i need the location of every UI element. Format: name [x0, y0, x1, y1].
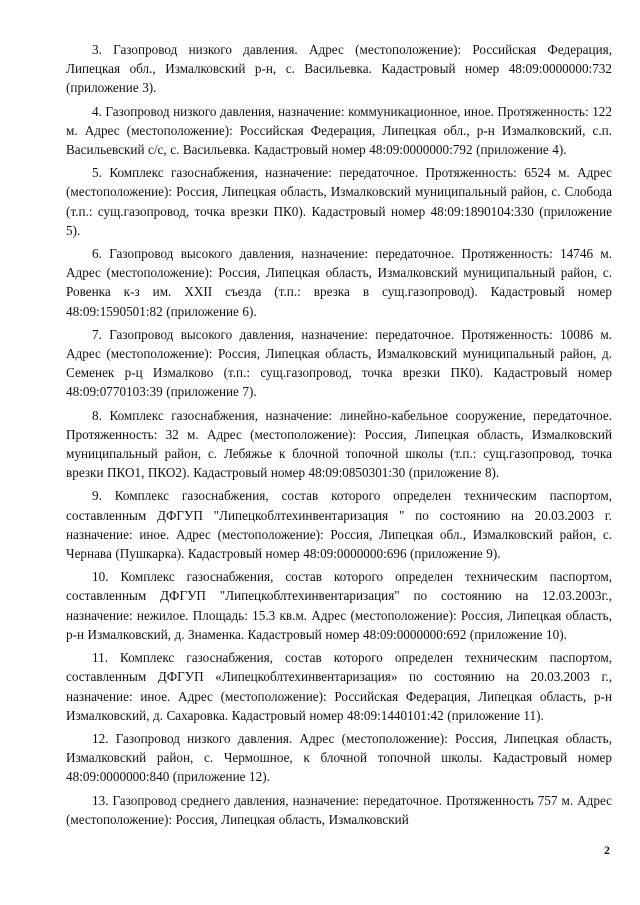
list-item-11: 11. Комплекс газоснабжения, состав которого определен техническим паспортом, составленным ДФГУП «Липецкоблтехинвентаризация» по состоянию на 20.03.2003 г., назначение: иное. Адрес (местоположение): Российская Федерация, Липецкая область, р-н Измалковский, д. Сахаровка. Кадастровый номер 48:09:1440101:42 (приложение 11). [66, 650, 612, 723]
list-item-4: 4. Газопровод низкого давления, назначение: коммуникационное, иное. Протяженность: 122 м. Адрес (местоположение): Российская Федерация, Липецкая обл., р-н Измалковский, с.п. Васильевский с/с, с. Васильевка. Кадастровый номер 48:09:0000000:792 (приложение 4). [66, 103, 612, 158]
list-item-10: 10. Комплекс газоснабжения, состав которого определен техническим паспортом, составленным ДФГУП "Липецкоблтехинвентаризация" по состоянию на 12.03.2003г., назначение: нежилое. Площадь: 15.3 кв.м. Адрес (местоположение): Россия, Липецкая область, р-н Измалковский, д. Знаменка. Кадастровый номер 48:09:0000000:692 (приложение 10). [66, 569, 612, 642]
list-item-9: 9. Комплекс газоснабжения, состав которого определен техническим паспортом, составленным ДФГУП "Липецкоблтехинвентаризация " по состоянию на 20.03.2003 г. назначение: иное. Адрес (местоположение): Россия, Липецкая обл., Измалковский район, с. Чернава (Пушкарка). Кадастровый номер 48:09:0000000:696 (приложение 9). [66, 488, 612, 562]
list-item-12: 12. Газопровод низкого давления. Адрес (местоположение): Россия, Липецкая область, Измалковский район, с. Чермошное, к блочной топочной школы. Кадастровый номер 48:09:0000000:840 (приложение 12). [66, 730, 612, 785]
document-body [66, 40, 612, 833]
list-item-5: 5. Комплекс газоснабжения, назначение: передаточное. Протяженность: 6524 м. Адрес (местоположение): Россия, Липецкая область, Измалковский муниципальный район, с. Слобода (т.п.: сущ.газопровод, точка врезки ПК0). Кадастровый номер 48:09:1890104:330 (приложение 5). [66, 165, 612, 238]
list-item-7: 7. Газопровод высокого давления, назначение: передаточное. Протяженность: 10086 м. Адрес (местоположение): Россия, Липецкая область, Измалковский муниципальный район, д. Семенек р-ц Измалково (т.п.: сущ.газопровод, точка врезки ПК0). Кадастровый номер 48:09:0770103:39 (приложение 7). [66, 326, 612, 400]
list-item-8: 8. Комплекс газоснабжения, назначение: линейно-кабельное сооружение, передаточное. Протяженность: 32 м. Адрес (местоположение): Россия, Липецкая область, Измалковский муниципальный район, с. Лебяжье к блочной топочной школы (т.п.: сущ.газопровод, точка врезки ПКО1, ПКО2). Кадастровый номер 48:09:0850301:30 (приложение 8). [66, 407, 612, 481]
list-item-13: 13. Газопровод среднего давления, назначение: передаточное. Протяженность 757 м. Адрес (местоположение): Россия, Липецкая область, Измалковский [66, 792, 612, 827]
list-item-3: 3. Газопровод низкого давления. Адрес (местоположение): Российская Федерация, Липецкая обл., Измалковский р-н, с. Васильевка. Кадастровый номер 48:09:0000000:732 (приложение 3). [66, 42, 612, 96]
page-number: 2 [604, 843, 610, 857]
list-item-6: 6. Газопровод высокого давления, назначение: передаточное. Протяженность: 14746 м. Адрес (местоположение): Россия, Липецкая область, Измалковский муниципальный район, с. Ровенка к-з им. XXII съезда (т.п.: врезка в сущ.газопровод). Кадастровый номер 48:09:1590501:82 (приложение 6). [66, 246, 612, 319]
